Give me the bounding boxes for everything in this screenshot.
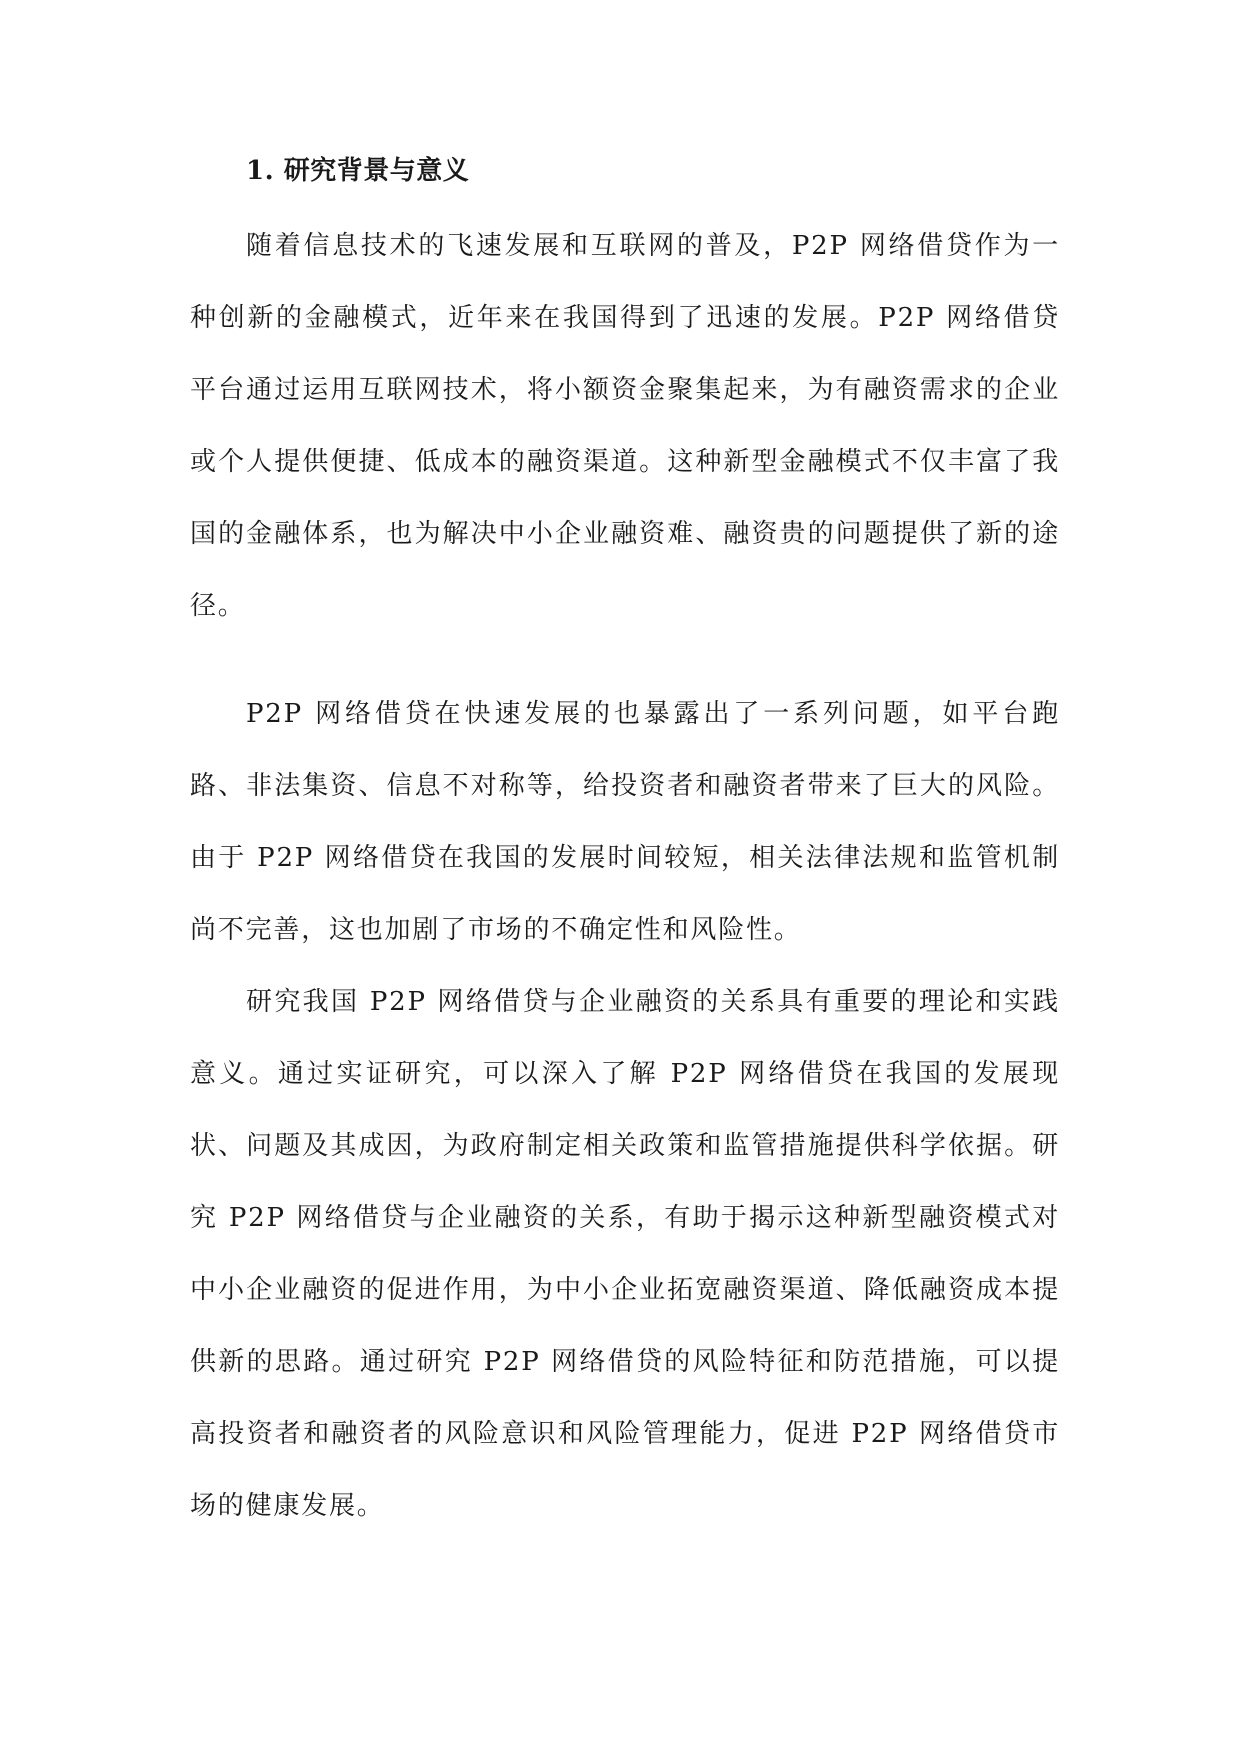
paragraph-significance: 研究我国 P2P 网络借贷与企业融资的关系具有重要的理论和实践意义。通过实证研究，可以深入了解 P2P 网络借贷在我国的发展现状、问题及其成因，为政府制定相关政策和监管措施提供科学依据。研究 P2P 网络借贷与企业融资的关系，有助于揭示这种新型融资模式对中小企业融资的促进作用，为中小企业拓宽融资渠道、降低融资成本提供新的思路。通过研究 P2P 网络借贷的风险特征和防范措施，可以提高投资者和融资者的风险意识和风险管理能力，促进 P2P 网络借贷市场的健康发展。 — [190, 987, 1060, 1521]
section-heading: 1. 研究背景与意义 — [246, 156, 470, 186]
paragraph-problems: P2P 网络借贷在快速发展的也暴露出了一系列问题，如平台跑路、非法集资、信息不对称等，给投资者和融资者带来了巨大的风险。由于 P2P 网络借贷在我国的发展时间较短，相关法律法规和监管机制尚不完善，这也加剧了市场的不确定性和风险性。 — [190, 699, 1060, 945]
paragraph-background: 随着信息技术的飞速发展和互联网的普及，P2P 网络借贷作为一种创新的金融模式，近年来在我国得到了迅速的发展。P2P 网络借贷平台通过运用互联网技术，将小额资金聚集起来，为有融资需求的企业或个人提供便捷、低成本的融资渠道。这种新型金融模式不仅丰富了我国的金融体系，也为解决中小企业融资难、融资贵的问题提供了新的途径。 — [190, 231, 1060, 621]
